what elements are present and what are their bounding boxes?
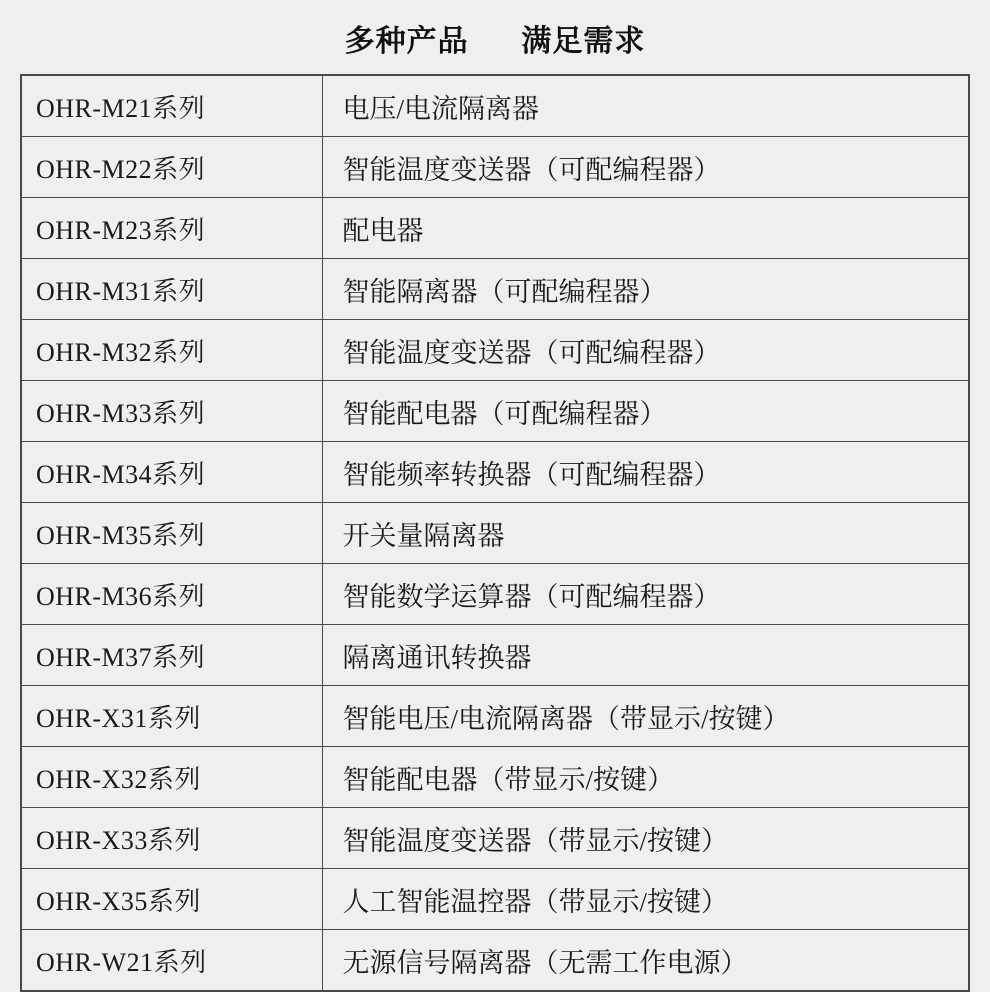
table-row [22,381,968,442]
page-title-left: 多种产品 [344,25,469,58]
table-row [22,442,968,503]
product-table [22,76,968,990]
page-title [0,0,990,74]
product-description-cell: 人工智能温控器（带显示/按键） [322,869,968,930]
table-row [22,259,968,320]
product-model-cell: OHR-M36系列 [22,564,322,625]
product-description-cell: 隔离通讯转换器 [322,625,968,686]
table-row [22,747,968,808]
product-table-container [20,74,970,992]
product-description-cell: 智能电压/电流隔离器（带显示/按键） [322,686,968,747]
product-model-cell: OHR-M31系列 [22,259,322,320]
table-row [22,869,968,930]
product-description-cell: 配电器 [322,198,968,259]
product-description-cell: 开关量隔离器 [322,503,968,564]
table-row [22,320,968,381]
product-model-cell: OHR-X32系列 [22,747,322,808]
product-description-cell: 电压/电流隔离器 [322,76,968,137]
product-model-cell: OHR-M21系列 [22,76,322,137]
table-row [22,564,968,625]
table-row [22,625,968,686]
product-table-body [22,76,968,990]
table-row [22,198,968,259]
product-model-cell: OHR-M23系列 [22,198,322,259]
table-row [22,503,968,564]
product-model-cell: OHR-M34系列 [22,442,322,503]
table-row [22,930,968,991]
product-model-cell: OHR-M35系列 [22,503,322,564]
table-row [22,686,968,747]
product-description-cell: 无源信号隔离器（无需工作电源） [322,930,968,991]
product-description-cell: 智能频率转换器（可配编程器） [322,442,968,503]
product-model-cell: OHR-W21系列 [22,930,322,991]
product-description-cell: 智能配电器（可配编程器） [322,381,968,442]
table-row [22,76,968,137]
product-description-cell: 智能配电器（带显示/按键） [322,747,968,808]
product-description-cell: 智能数学运算器（可配编程器） [322,564,968,625]
table-row [22,137,968,198]
product-model-cell: OHR-X31系列 [22,686,322,747]
product-description-cell: 智能隔离器（可配编程器） [322,259,968,320]
product-description-cell: 智能温度变送器（带显示/按键） [322,808,968,869]
table-row [22,808,968,869]
product-model-cell: OHR-M32系列 [22,320,322,381]
page-title-right: 满足需求 [521,25,646,58]
product-model-cell: OHR-M37系列 [22,625,322,686]
product-model-cell: OHR-X33系列 [22,808,322,869]
product-description-cell: 智能温度变送器（可配编程器） [322,137,968,198]
product-model-cell: OHR-M22系列 [22,137,322,198]
product-model-cell: OHR-M33系列 [22,381,322,442]
product-model-cell: OHR-X35系列 [22,869,322,930]
product-description-cell: 智能温度变送器（可配编程器） [322,320,968,381]
